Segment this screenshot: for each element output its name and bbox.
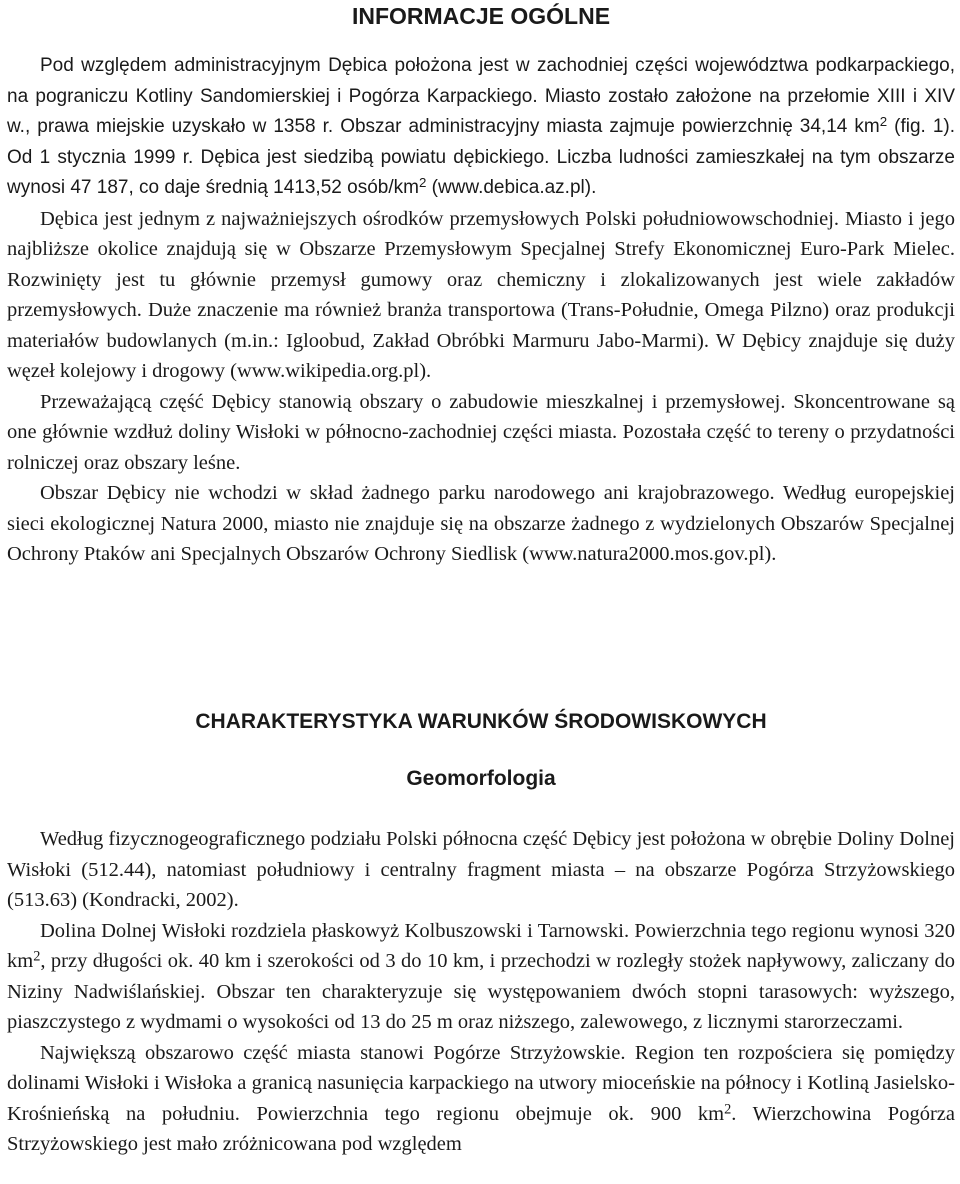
- text-run: (fig. 1). Od 1 stycznia 1999 r. Dębica jest siedzibą powiatu dębickiego. Liczba ludności zamieszkałej na tym obszarze wynosi 47 187, co daje średnią 1413,52 osób/km: [7, 116, 955, 198]
- paragraph-strzyzow-foothills: [7, 1038, 955, 1160]
- text-run: , przy długości ok. 40 km i szerokości od 3 do 10 km, i przechodzi w rozległy stożek napływowy, zaliczany do Niziny Nadwiślańskiej. Obszar ten charakteryzuje się występowaniem dwóch stopni tarasowych: wyższego, piaszczystego z wydmami o wysokości od 13 do 25 m oraz niższego, zalewowego, z licznymi starorzeczami.: [7, 950, 955, 1033]
- section-heading-environment: CHARAKTERYSTYKA WARUNKÓW ŚRODOWISKOWYCH: [195, 710, 767, 733]
- subsection-heading-geomorphology: Geomorfologia: [406, 767, 556, 790]
- paragraph-land-use: Przeważającą część Dębicy stanowią obszary o zabudowie mieszkalnej i przemysłowej. Skoncentrowane są one głównie wzdłuż doliny Wisłoki w północno-zachodniej części miasta. Pozostała część to tereny o przydatności rolniczej oraz obszary leśne.: [7, 390, 955, 474]
- superscript: 2: [724, 1101, 732, 1118]
- text-run: . Wierzchowina Pogórza Strzyżowskiego jest mało zróżnicowana pod względem: [7, 1102, 955, 1155]
- text-run: Największą obszarowo część miasta stanowi Pogórze Strzyżowskie. Region ten rozpościera się pomiędzy dolinami Wisłoki i Wisłoka a granicą nasunięcia karpackiego na utwory mioceńskie na północy i Kotliną Jasielsko-Krośnieńską na południu. Powierzchnia tego regionu obejmuje ok. 900 km: [7, 1041, 955, 1125]
- general-info-body: [7, 51, 955, 570]
- paragraph-nature-protection: Obszar Dębicy nie wchodzi w skład żadnego parku narodowego ani krajobrazowego. Według europejskiej sieci ekologicznej Natura 2000, miasto nie znajduje się na obszarze żadnego z wydzielonych Obszarów Specjalnej Ochrony Ptaków ani Specjalnych Obszarów Ochrony Siedlisk (www.natura2000.mos.gov.pl).: [7, 482, 955, 565]
- text-run: Pod względem administracyjnym Dębica położona jest w zachodniej części województwa podkarpackiego, na pograniczu Kotliny Sandomierskiej i Pogórza Karpackiego. Miasto zostało założone na przełomie XIII i XIV w., prawa miejskie uzyskało w 1358 r. Obszar administracyjny miasta zajmuje powierzchnię 34,14 km: [7, 55, 955, 137]
- superscript: 2: [879, 114, 888, 130]
- superscript: 2: [33, 948, 41, 965]
- text-run: Dolina Dolnej Wisłoki rozdziela płaskowyż Kolbuszowski i Tarnowski. Powierzchnia tego regionu wynosi 320 km: [7, 919, 955, 972]
- paragraph-regions: Według fizycznogeograficznego podziału Polski północna część Dębicy jest położona w obrębie Doliny Dolnej Wisłoki (512.44), natomiast południowy i centralny fragment miasta – na obszarze Pogórza Strzyżowskiego (513.63) (Kondracki, 2002).: [7, 828, 955, 911]
- paragraph-administration: [7, 51, 955, 204]
- paragraph-industry: Dębica jest jednym z najważniejszych ośrodków przemysłowych Polski południowowschodniej. Miasto i jego najbliższe okolice znajdują się w Obszarze Przemysłowym Specjalnej Strefy Ekonomicznej Euro-Park Mielec. Rozwinięty jest tu głównie przemysł gumowy oraz chemiczny i zlokalizowanych jest wiele zakładów przemysłowych. Duże znaczenie ma również branża transportowa (Trans-Południe, Omega Pilzno) oraz produkcji materiałów budowlanych (m.in.: Igloobud, Zakład Obróbki Marmuru Jabo-Marmi). W Dębicy znajduje się duży węzeł kolejowy i drogowy (www.wikipedia.org.pl).: [7, 207, 955, 382]
- section-heading-general-info: INFORMACJE OGÓLNE: [351, 3, 611, 29]
- text-run: (www.debica.az.pl).: [426, 177, 597, 198]
- geomorphology-body: [7, 824, 955, 1160]
- superscript: 2: [418, 175, 427, 191]
- paragraph-wisloka-valley: [7, 916, 955, 1038]
